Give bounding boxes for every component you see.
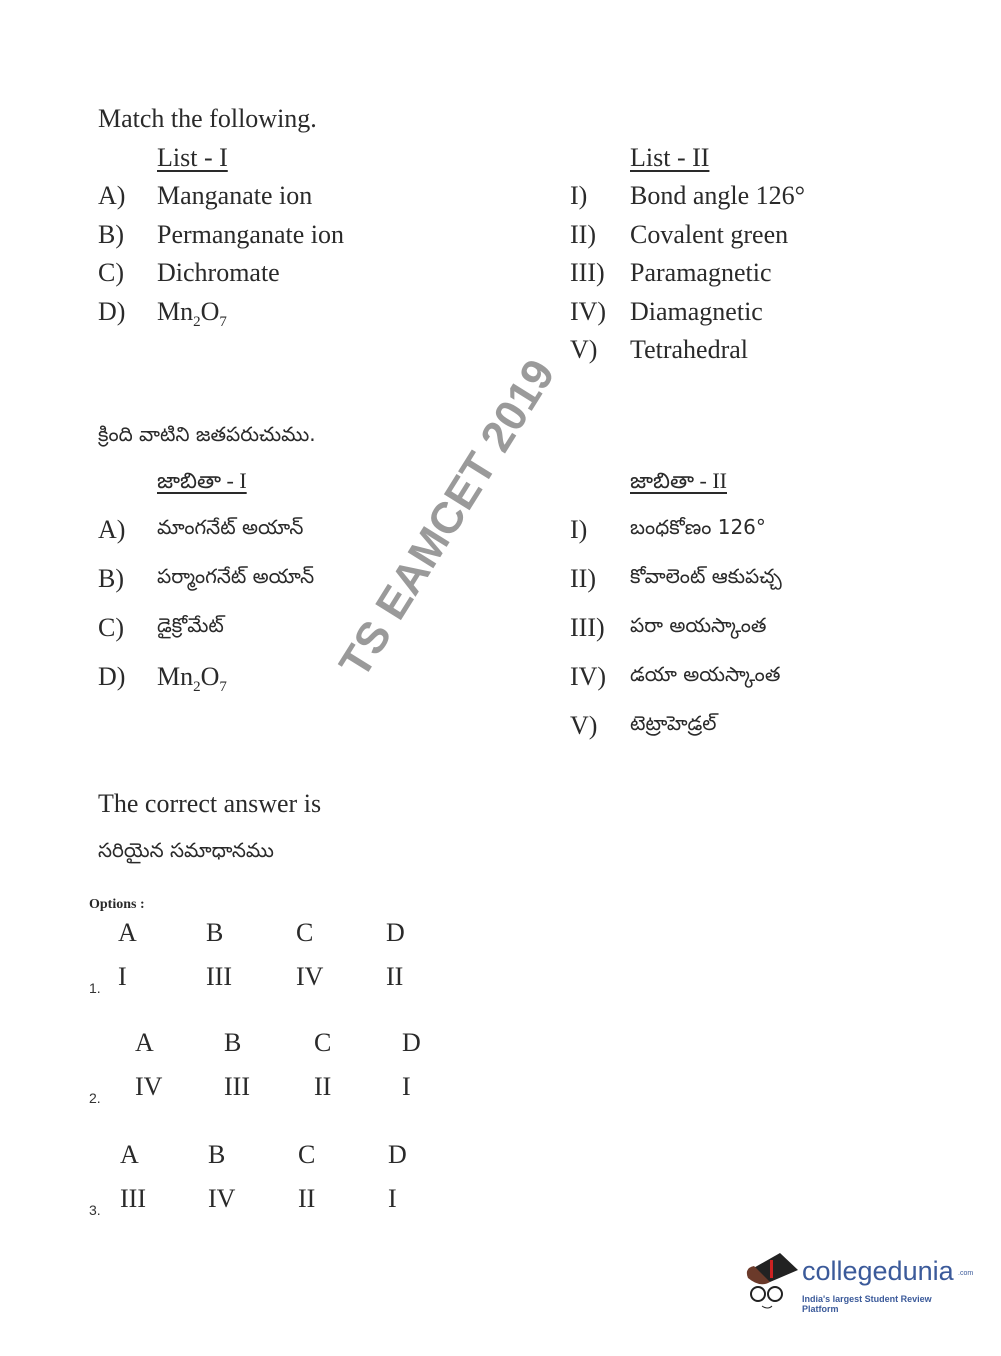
- option-header: C: [314, 1028, 332, 1057]
- item-label: A): [98, 515, 126, 544]
- option-header: B: [206, 918, 224, 947]
- item-text: డైక్రోమేట్: [157, 613, 224, 637]
- formula-part: O: [200, 662, 220, 691]
- logo-name: collegedunia: [802, 1256, 954, 1286]
- item-text: Dichromate: [157, 258, 280, 287]
- mascot-icon: [740, 1248, 800, 1318]
- item-label: III): [570, 613, 605, 642]
- option-header: B: [208, 1140, 226, 1169]
- item-text: పరా అయస్కాంత: [630, 613, 767, 637]
- item-text: Tetrahedral: [630, 335, 748, 364]
- item-text: మాంగనేట్ అయాన్: [157, 515, 304, 539]
- prompt-en: Match the following.: [98, 104, 317, 133]
- item-text: Paramagnetic: [630, 258, 772, 287]
- option-value: II: [386, 962, 404, 991]
- option-header: B: [224, 1028, 242, 1057]
- collegedunia-logo: [740, 1248, 974, 1318]
- option-value: I: [402, 1072, 411, 1101]
- option-value: III: [120, 1184, 146, 1213]
- option-header: D: [402, 1028, 421, 1057]
- logo-suffix: .com: [958, 1270, 974, 1277]
- item-label: IV): [570, 662, 607, 691]
- option-value: III: [206, 962, 232, 991]
- item-label: V): [570, 335, 598, 364]
- list1-heading-en: List - I: [157, 143, 228, 172]
- item-text: Bond angle 126°: [630, 181, 806, 210]
- item-text: బంధకోణం 126°: [630, 515, 766, 539]
- item-text: కోవాలెంట్ ఆకుపచ్చ: [630, 564, 782, 588]
- item-label: I): [570, 515, 588, 544]
- answer-prompt-en: The correct answer is: [98, 789, 322, 818]
- answer-prompt-te: సరియైన సమాధానము: [98, 838, 274, 862]
- logo-tagline: India's largest Student Review Platform: [802, 1294, 932, 1314]
- item-text: టెట్రాహెడ్రల్: [630, 711, 717, 735]
- option-value: I: [118, 962, 127, 991]
- formula-part: O: [200, 296, 220, 326]
- formula-part: 7: [219, 313, 227, 330]
- item-label: C): [98, 258, 124, 287]
- option-value: IV: [208, 1184, 236, 1213]
- option-header: C: [298, 1140, 316, 1169]
- formula-part: 2: [193, 679, 201, 696]
- option-header: C: [296, 918, 314, 947]
- item-text: Diamagnetic: [630, 296, 763, 326]
- option-number: 1.: [89, 980, 101, 996]
- option-value: IV: [135, 1072, 163, 1101]
- option-value: II: [314, 1072, 332, 1101]
- list2-heading-en: List - II: [630, 143, 710, 172]
- formula-part: 7: [219, 679, 227, 696]
- option-value: IV: [296, 962, 324, 991]
- item-text: [157, 664, 227, 695]
- list1-heading-te: జాబితా - I: [157, 468, 247, 493]
- item-text: డయా అయస్కాంత: [630, 662, 781, 686]
- option-header: A: [120, 1140, 139, 1169]
- watermark: TS EAMCET 2019: [330, 351, 565, 686]
- option-value: I: [388, 1184, 397, 1213]
- item-label: D): [98, 662, 126, 691]
- option-header: A: [135, 1028, 154, 1057]
- item-text: Permanganate ion: [157, 219, 344, 249]
- option-value: II: [298, 1184, 316, 1213]
- item-label: B): [98, 219, 124, 249]
- option-number: 2.: [89, 1090, 101, 1106]
- item-label: IV): [570, 296, 607, 326]
- list2-heading-te: జాబితా - II: [630, 468, 727, 493]
- option-value: III: [224, 1072, 250, 1101]
- item-label: A): [98, 181, 126, 210]
- item-label: V): [570, 711, 598, 740]
- option-header: D: [388, 1140, 407, 1169]
- item-label: II): [570, 219, 596, 249]
- item-label: D): [98, 296, 126, 326]
- prompt-te: క్రింది వాటిని జతపరుచుము.: [98, 422, 316, 446]
- option-number: 3.: [89, 1202, 101, 1218]
- formula-part: Mn: [157, 296, 194, 326]
- formula-part: 2: [193, 313, 201, 330]
- item-text: పర్మాంగనేట్ అయాన్: [157, 564, 315, 588]
- item-label: I): [570, 181, 588, 210]
- item-text: Covalent green: [630, 219, 789, 249]
- item-label: B): [98, 564, 124, 593]
- item-text: [157, 296, 227, 330]
- item-label: II): [570, 564, 596, 593]
- formula-part: Mn: [157, 662, 194, 691]
- item-label: III): [570, 258, 605, 287]
- item-text: Manganate ion: [157, 181, 313, 210]
- option-header: A: [118, 918, 137, 947]
- options-label: Options :: [89, 897, 145, 912]
- option-header: D: [386, 918, 405, 947]
- item-label: C): [98, 613, 124, 642]
